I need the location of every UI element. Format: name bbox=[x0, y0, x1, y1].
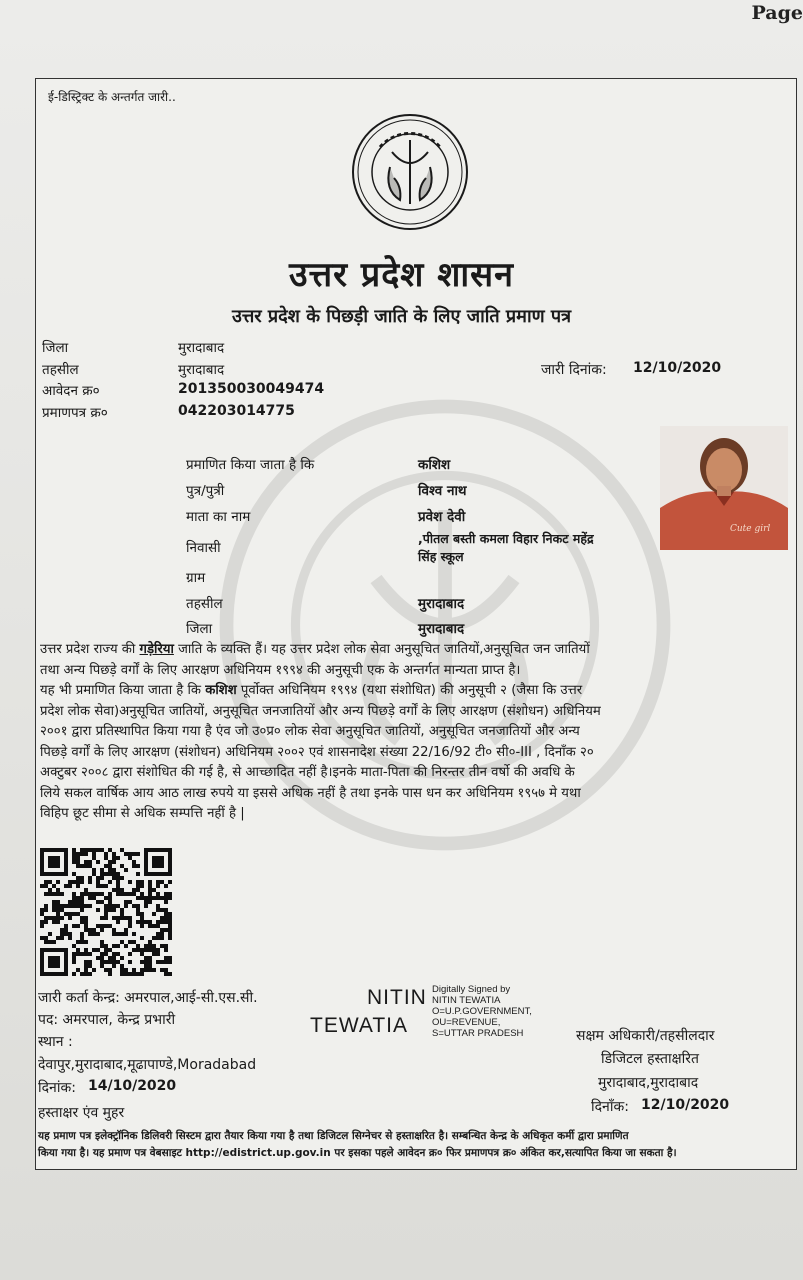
parent-label: पुत्र/पुत्री bbox=[186, 483, 225, 499]
footer-note bbox=[38, 1128, 793, 1162]
village-label: ग्राम bbox=[186, 570, 206, 586]
parent-name: विश्व नाथ bbox=[418, 483, 467, 499]
body-line-3: यह भी प्रमाणित किया जाता है कि कशिश पूर्वोक्त अधिनियम १९९४ (यथा संशोधित) की अनुसूची २ (जैसा कि उत्तर bbox=[40, 683, 583, 698]
footer-line-2: किया गया है। यह प्रमाण पत्र वेबसाइट http://edistrict.up.gov.in पर इसका पहले आवेदन क्र० फिर प्रमाणपत्र क्र० अंकित कर,सत्यापित किया जा सकता है। bbox=[38, 1147, 677, 1159]
applicant-photo bbox=[660, 426, 788, 550]
body-line-2: तथा अन्य पिछड़े वर्गों के लिए आरक्षण अधिनियम १९९४ की अनुसूची एक के अन्तर्गत मान्यता प्राप्त है। bbox=[40, 662, 521, 678]
header-note: ई-डिस्ट्रिक्ट के अन्तर्गत जारी.. bbox=[48, 90, 176, 104]
mother-label: माता का नाम bbox=[186, 509, 251, 525]
qr-code-icon bbox=[40, 848, 172, 976]
body-line-8: लिये सकल वार्षिक आय आठ लाख रुपये या इससे अधिक नहीं है तथा इनके पास धन कर अधिनियम १९५७ मे यथा bbox=[40, 785, 581, 801]
body-line-7: अक्टुबर २००८ द्वारा संशोधित की गई है, से आच्छादित नहीं है।इनके माता-पिता की निरन्तर तीन वर्षो की अवधि के bbox=[40, 765, 575, 780]
application-label: आवेदन क्र० bbox=[42, 383, 100, 399]
detail-tehsil-value: मुरादाबाद bbox=[418, 596, 465, 612]
resident-label: निवासी bbox=[186, 540, 221, 556]
certificate-number: 042203014775 bbox=[178, 403, 295, 419]
issuer-place-label: स्थान : bbox=[38, 1034, 73, 1050]
footer-line-1: यह प्रमाण पत्र इलेक्ट्रॉनिक डिलिवरी सिस्टम द्वारा तैयार किया गया है तथा डिजिटल सिग्नेचर से हस्ताक्षरित है। सम्बन्धित केन्द्र के अधिकृत कर्मी द्वारा प्रमाणित bbox=[38, 1130, 629, 1142]
body-applicant-name: कशिश bbox=[205, 683, 237, 698]
body-line-6: पिछड़े वर्गों के लिए आरक्षण (संशोधन) अधिनियम २००२ एवं शासनादेश संख्या 22/16/92 टी० सी०-III , दिनाँक २० bbox=[40, 744, 594, 760]
authority-signed: डिजिटल हस्ताक्षरित bbox=[601, 1051, 699, 1067]
district-label: जिला bbox=[42, 340, 69, 356]
up-government-seal-icon bbox=[350, 112, 470, 232]
body-line-4: प्रदेश लोक सेवा)अनुसूचित जातियों, अनुसूचित जनजातियों और अन्य पिछड़े वर्गों के लिए आरक्षण (संशोधन) अधिनियम bbox=[40, 703, 601, 719]
issuer-date-label: दिनांक: bbox=[38, 1080, 76, 1096]
application-number: 201350030049474 bbox=[178, 381, 325, 397]
detail-district-value: मुरादाबाद bbox=[418, 621, 465, 637]
body-line-9: विहिप छूट सीमा से अधिक सम्पत्ति नहीं है | bbox=[40, 806, 245, 821]
page-title: उत्तर प्रदेश शासन bbox=[288, 255, 514, 295]
resident-address-line1: ,पीतल बस्ती कमला विहार निकट महेंद्र bbox=[418, 531, 594, 546]
authority-place: मुरादाबाद,मुरादाबाद bbox=[598, 1075, 699, 1091]
signer-first-name: NITIN bbox=[367, 986, 427, 1009]
signer-last-name: TEWATIA bbox=[310, 1014, 408, 1037]
body-line-5: २००१ द्वारा प्रतिस्थापित किया गया है एंव जो उ०प्र० लोक सेवा अनुसूचित जातियों, अनुसूचित जनजातियों और अन्य bbox=[40, 724, 580, 739]
issuer-date: 14/10/2020 bbox=[88, 1078, 177, 1094]
mother-name: प्रवेश देवी bbox=[418, 509, 466, 525]
district-value: मुरादाबाद bbox=[178, 340, 225, 356]
issuer-center: जारी कर्ता केन्द्र: अमरपाल,आई-सी.एस.सी. bbox=[38, 990, 258, 1006]
tehsil-label: तहसील bbox=[42, 362, 79, 378]
page-label: Page bbox=[751, 2, 803, 24]
body-line-1: उत्तर प्रदेश राज्य की गड़ेरिया जाति के व्यक्ति हैं। यह उत्तर प्रदेश लोक सेवा अनुसूचित जातियों,अनुसूचित जन जातियों bbox=[40, 642, 590, 657]
authority-date-label: दिनाँक: bbox=[591, 1099, 629, 1115]
certificate-body bbox=[40, 640, 792, 825]
issuer-sign-label: हस्ताक्षर एंव मुहर bbox=[38, 1105, 125, 1121]
signature-details: Digitally Signed by NITIN TEWATIA O=U.P.GOVERNMENT, OU=REVENUE, S=UTTAR PRADESH bbox=[432, 984, 532, 1039]
certificate-label: प्रमाणपत्र क्र० bbox=[42, 405, 108, 421]
authority-date: 12/10/2020 bbox=[641, 1097, 730, 1113]
resident-address-line2: सिंह स्कूल bbox=[418, 549, 464, 564]
digital-signature bbox=[310, 984, 555, 1044]
applicant-name: कशिश bbox=[418, 457, 451, 473]
issuer-post: पद: अमरपाल, केन्द्र प्रभारी bbox=[38, 1012, 176, 1028]
issue-date-value: 12/10/2020 bbox=[633, 360, 722, 376]
detail-tehsil-label: तहसील bbox=[186, 596, 223, 612]
photo-shirt-text: Cute girl bbox=[730, 524, 771, 534]
caste-name: गड़ेरिया bbox=[139, 642, 174, 657]
detail-district-label: जिला bbox=[186, 621, 213, 637]
issue-date-label: जारी दिनांक: bbox=[541, 362, 607, 378]
authority-title: सक्षम अधिकारी/तहसीलदार bbox=[576, 1028, 715, 1044]
certificate-subtitle: उत्तर प्रदेश के पिछड़ी जाति के लिए जाति प्रमाण पत्र bbox=[231, 306, 572, 327]
certified-label: प्रमाणित किया जाता है कि bbox=[186, 457, 315, 473]
tehsil-value: मुरादाबाद bbox=[178, 362, 225, 378]
issuer-place: देवापुर,मुरादाबाद,मूढापाण्डे,Moradabad bbox=[38, 1057, 257, 1073]
